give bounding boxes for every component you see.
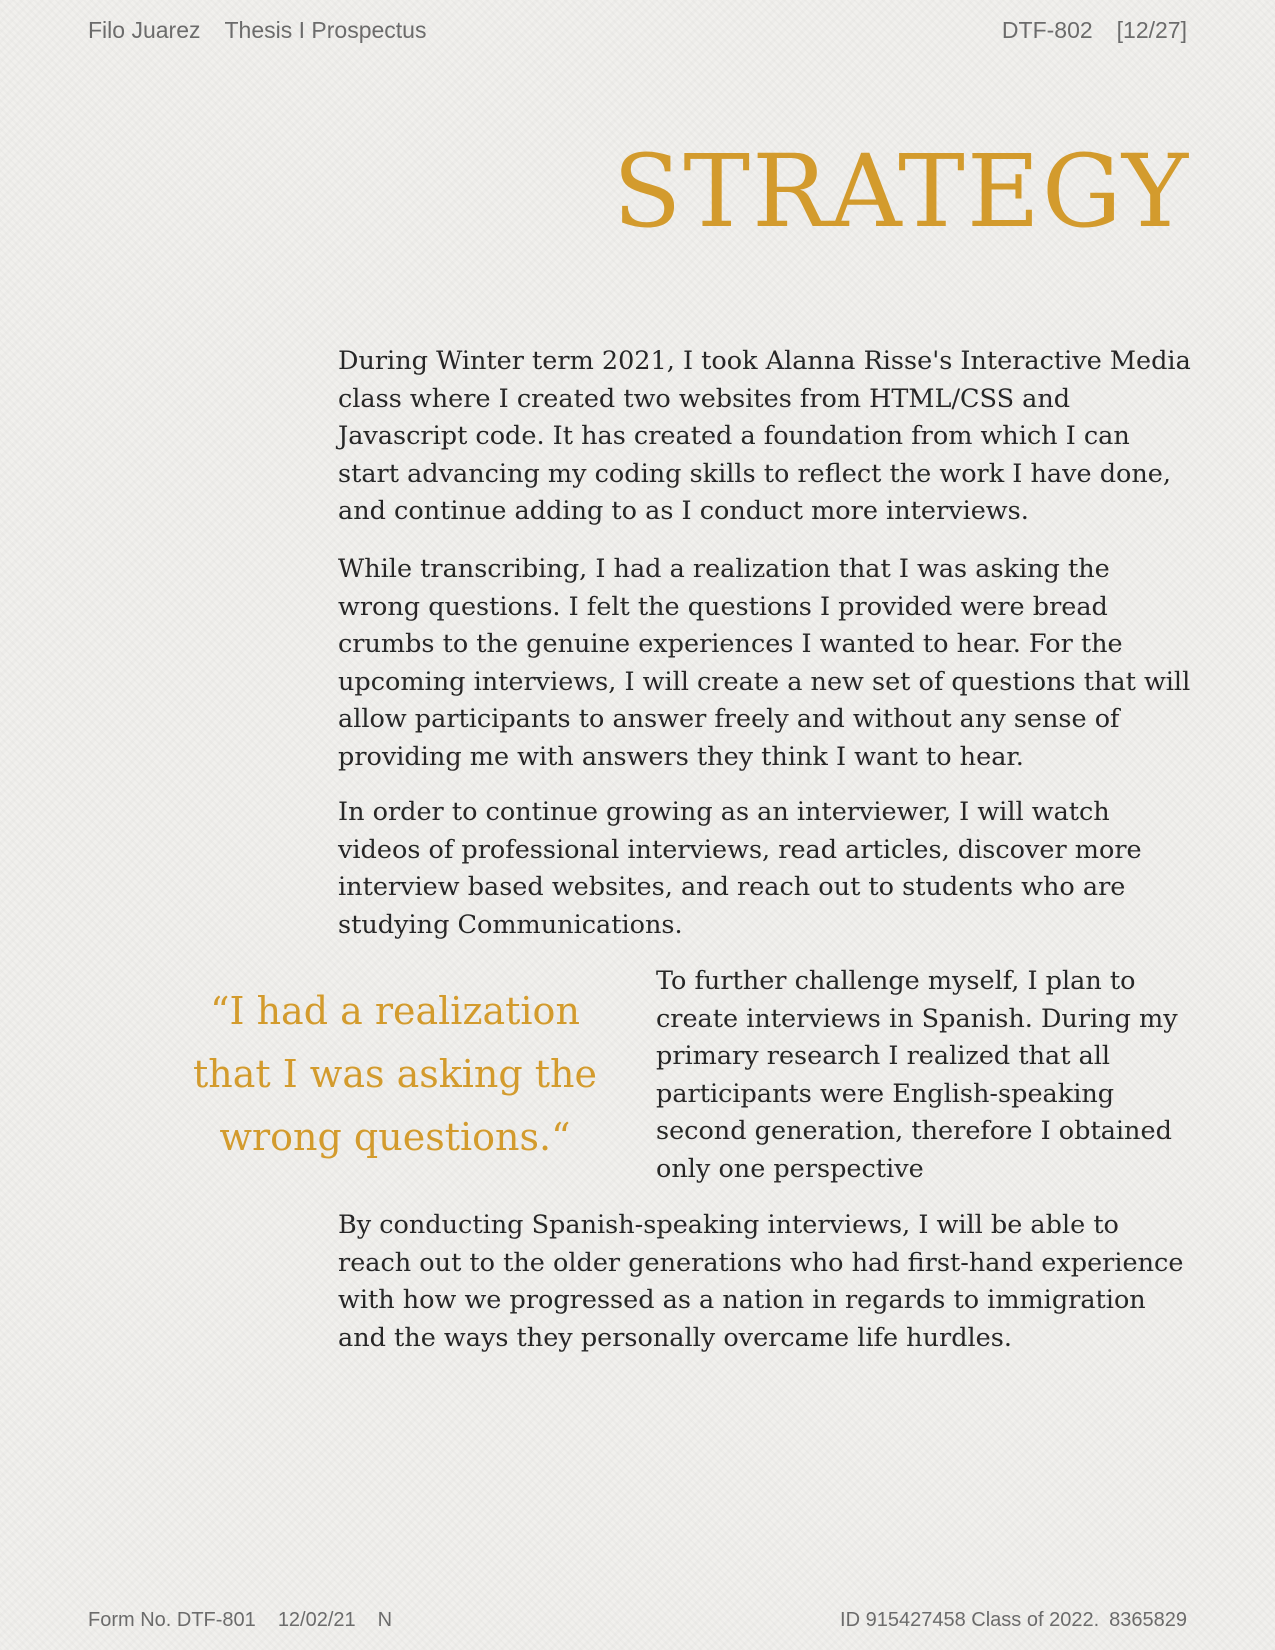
body-paragraph-4: To further challenge myself, I plan to create interviews in Spanish. During my primary research I realized that all participants were English-speaking second generation, therefore I obtained only one perspective bbox=[656, 966, 1178, 1184]
running-header-left bbox=[88, 17, 426, 44]
body-paragraph-5: By conducting Spanish-speaking interviews, I will be able to reach out to the older generations who had first-hand experience with how we progressed as a nation in regards to immigration and the ways they personally overcame life hurdles. bbox=[338, 1210, 1184, 1353]
student-id: ID 915427458 Class of 2022. bbox=[840, 1609, 1100, 1631]
body-paragraph-3: In order to continue growing as an interviewer, I will watch videos of professional interviews, read articles, discover more interview based websites, and reach out to students who are studying Communications. bbox=[338, 797, 1142, 940]
reference-number: 8365829 bbox=[1109, 1609, 1187, 1631]
pull-quote: “I had a realization that I was asking the wrong questions.“ bbox=[192, 989, 598, 1159]
body-paragraph-1: During Winter term 2021, I took Alanna Risse's Interactive Media class where I created two websites from HTML/CSS and Javascript code. It has created a foundation from which I can start advancing my coding skills to reflect the work I have done, and continue adding to as I conduct more interviews. bbox=[338, 346, 1191, 526]
page-number: [12/27] bbox=[1116, 17, 1187, 43]
form-code: N bbox=[377, 1609, 393, 1631]
form-date: 12/02/21 bbox=[277, 1609, 356, 1631]
running-footer-right bbox=[840, 1609, 1187, 1632]
running-footer-left bbox=[88, 1609, 392, 1632]
course-code: DTF-802 bbox=[1001, 17, 1093, 43]
running-header-right bbox=[1002, 17, 1187, 44]
body-paragraph-2: While transcribing, I had a realization that I was asking the wrong questions. I felt the questions I provided were bread crumbs to the genuine experiences I wanted to hear. For the upcoming interviews, I will create a new set of questions that will allow participants to answer freely and without any sense of providing me with answers they think I want to hear. bbox=[338, 554, 1191, 772]
form-number: Form No. DTF-801 bbox=[88, 1609, 256, 1631]
author-name: Filo Juarez bbox=[88, 17, 201, 43]
document-name: Thesis I Prospectus bbox=[224, 17, 427, 43]
page-title: STRATEGY bbox=[612, 133, 1190, 250]
